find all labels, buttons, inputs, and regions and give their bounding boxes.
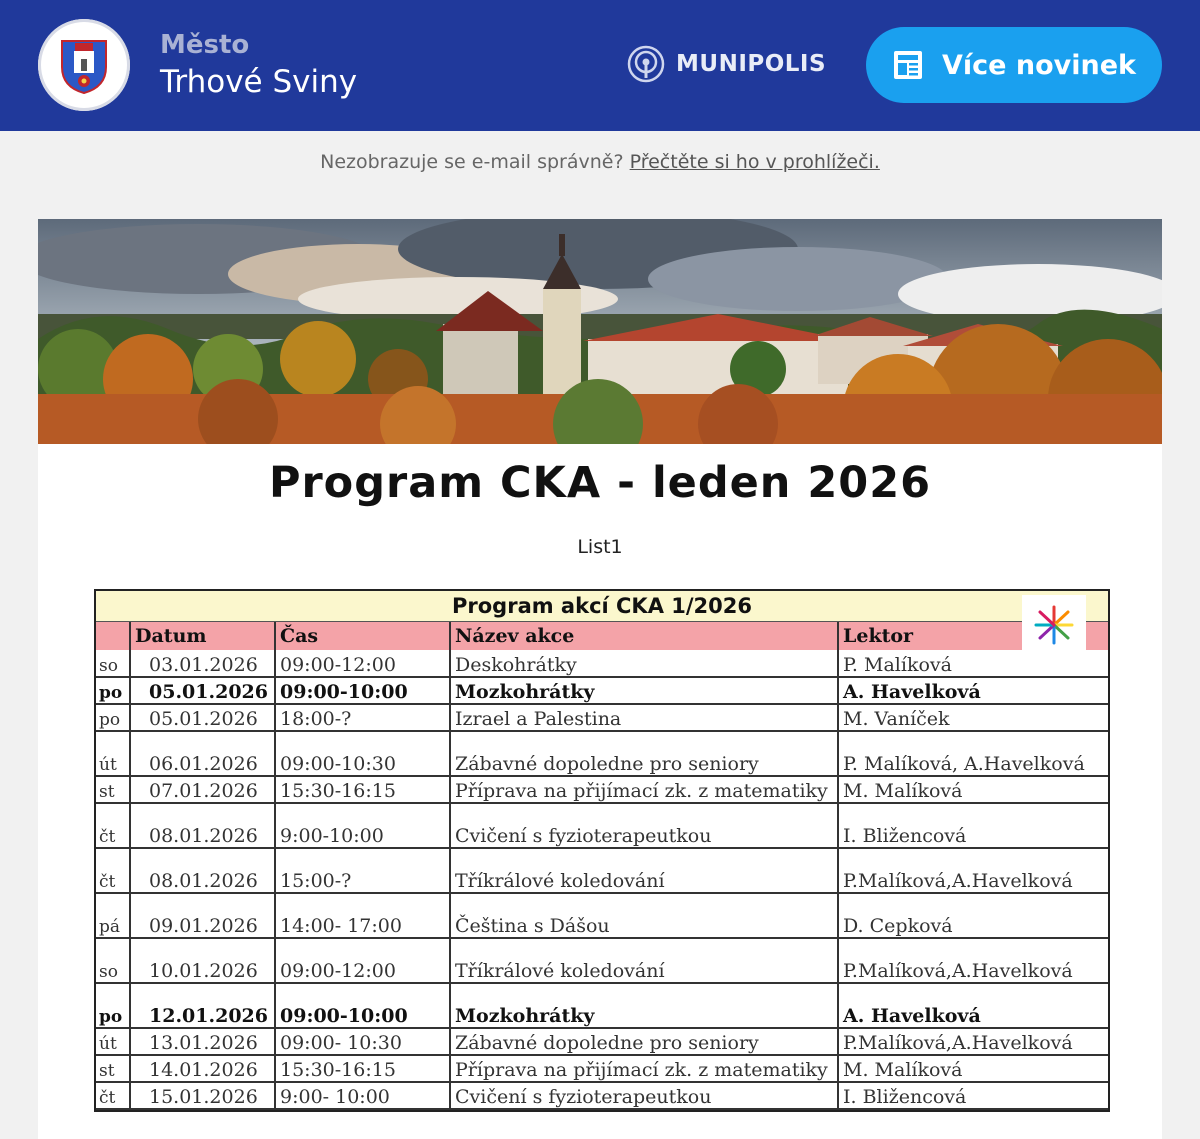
header-lector: Lektor <box>838 622 1108 650</box>
cell-lector: A. Havelková <box>838 983 1108 1028</box>
cell-lector: P. Malíková, A.Havelková <box>838 731 1108 776</box>
cell-time: 15:30-16:15 <box>275 1055 450 1082</box>
header-time: Čas <box>275 622 450 650</box>
table-row <box>96 938 1108 983</box>
cell-event: Příprava na přijímací zk. z matematiky <box>450 1055 838 1082</box>
cell-day: út <box>96 731 130 776</box>
cell-time: 9:00- 10:00 <box>275 1082 450 1109</box>
table-row <box>96 893 1108 938</box>
table-row <box>96 650 1108 677</box>
munipolis-logo[interactable] <box>626 44 826 84</box>
table-row <box>96 1028 1108 1055</box>
cell-event: Čeština s Dášou <box>450 893 838 938</box>
cell-day: po <box>96 677 130 704</box>
table-row <box>96 983 1108 1028</box>
cell-date: 06.01.2026 <box>130 731 275 776</box>
cell-time: 14:00- 17:00 <box>275 893 450 938</box>
cell-event: Cvičení s fyzioterapeutkou <box>450 1082 838 1109</box>
cell-event: Deskohrátky <box>450 650 838 677</box>
cell-event: Tříkrálové koledování <box>450 848 838 893</box>
cell-time: 09:00-10:30 <box>275 731 450 776</box>
cell-time: 09:00-12:00 <box>275 650 450 677</box>
cell-lector: M. Vaníček <box>838 704 1108 731</box>
newspaper-icon <box>892 49 924 81</box>
cell-event: Tříkrálové koledování <box>450 938 838 983</box>
cell-event: Zábavné dopoledne pro seniory <box>450 1028 838 1055</box>
cell-time: 9:00-10:00 <box>275 803 450 848</box>
cell-time: 09:00-10:00 <box>275 677 450 704</box>
cell-day: út <box>96 1028 130 1055</box>
table-row <box>96 1055 1108 1082</box>
cell-day: po <box>96 983 130 1028</box>
more-news-label: Více novinek <box>942 49 1136 81</box>
sheet-name-label: List1 <box>577 536 623 558</box>
cell-lector: P.Malíková,A.Havelková <box>838 1028 1108 1055</box>
cell-day: čt <box>96 803 130 848</box>
cell-day: so <box>96 650 130 677</box>
cell-event: Zábavné dopoledne pro seniory <box>450 731 838 776</box>
cka-logo <box>1022 595 1086 655</box>
cell-lector: P.Malíková,A.Havelková <box>838 938 1108 983</box>
view-in-browser-text: Nezobrazuje se e-mail správně? <box>320 151 624 173</box>
cell-day: po <box>96 704 130 731</box>
cell-day: čt <box>96 848 130 893</box>
cell-day: čt <box>96 1082 130 1109</box>
table-header-row <box>96 622 1108 650</box>
cell-event: Příprava na přijímací zk. z matematiky <box>450 776 838 803</box>
table-row <box>96 848 1108 893</box>
cell-lector: M. Malíková <box>838 776 1108 803</box>
header-event: Název akce <box>450 622 838 650</box>
cell-day: so <box>96 938 130 983</box>
brand-city-name: Trhové Sviny <box>160 64 358 100</box>
cell-day: st <box>96 1055 130 1082</box>
cell-time: 15:30-16:15 <box>275 776 450 803</box>
table-row <box>96 776 1108 803</box>
cell-date: 08.01.2026 <box>130 848 275 893</box>
table-row <box>96 803 1108 848</box>
town-banner-image <box>38 219 1162 444</box>
cell-date: 09.01.2026 <box>130 893 275 938</box>
cell-date: 13.01.2026 <box>130 1028 275 1055</box>
cell-event: Izrael a Palestina <box>450 704 838 731</box>
cell-date: 10.01.2026 <box>130 938 275 983</box>
cell-lector: M. Malíková <box>838 1055 1108 1082</box>
crest-icon <box>60 37 108 95</box>
munipolis-label: MUNIPOLIS <box>676 51 827 77</box>
article-title: Program CKA - leden 2026 <box>268 458 932 508</box>
brand-prefix: Město <box>160 30 250 60</box>
table-row <box>96 677 1108 704</box>
cell-event: Mozkohrátky <box>450 677 838 704</box>
cell-lector: I. Bližencová <box>838 803 1108 848</box>
program-table <box>96 622 1108 1110</box>
cell-date: 07.01.2026 <box>130 776 275 803</box>
cell-event: Mozkohrátky <box>450 983 838 1028</box>
cell-time: 15:00-? <box>275 848 450 893</box>
cell-date: 05.01.2026 <box>130 677 275 704</box>
cell-time: 09:00-10:00 <box>275 983 450 1028</box>
cell-date: 05.01.2026 <box>130 704 275 731</box>
cell-date: 12.01.2026 <box>130 983 275 1028</box>
cell-lector: A. Havelková <box>838 677 1108 704</box>
program-spreadsheet <box>94 589 1110 1112</box>
cell-time: 09:00-12:00 <box>275 938 450 983</box>
cell-date: 15.01.2026 <box>130 1082 275 1109</box>
header <box>0 0 1200 131</box>
cell-time: 09:00- 10:30 <box>275 1028 450 1055</box>
view-in-browser-note <box>0 151 1200 173</box>
header-day <box>96 622 130 650</box>
city-crest-logo[interactable] <box>38 19 130 111</box>
cell-date: 14.01.2026 <box>130 1055 275 1082</box>
cell-time: 18:00-? <box>275 704 450 731</box>
table-row <box>96 1082 1108 1109</box>
cell-date: 03.01.2026 <box>130 650 275 677</box>
table-row <box>96 731 1108 776</box>
cell-lector: D. Cepková <box>838 893 1108 938</box>
cell-day: pá <box>96 893 130 938</box>
cka-logo-icon <box>1032 603 1076 647</box>
munipolis-signal-icon <box>626 44 666 84</box>
view-in-browser-link[interactable]: Přečtěte si ho v prohlížeči. <box>629 151 880 173</box>
header-date: Datum <box>130 622 275 650</box>
more-news-button[interactable] <box>866 27 1162 103</box>
table-row <box>96 704 1108 731</box>
cell-lector: P.Malíková,A.Havelková <box>838 848 1108 893</box>
cell-date: 08.01.2026 <box>130 803 275 848</box>
cell-day: st <box>96 776 130 803</box>
cell-lector: I. Bližencová <box>838 1082 1108 1109</box>
sheet-title: Program akcí CKA 1/2026 <box>96 591 1108 622</box>
cell-lector: P. Malíková <box>838 650 1108 677</box>
cell-event: Cvičení s fyzioterapeutkou <box>450 803 838 848</box>
